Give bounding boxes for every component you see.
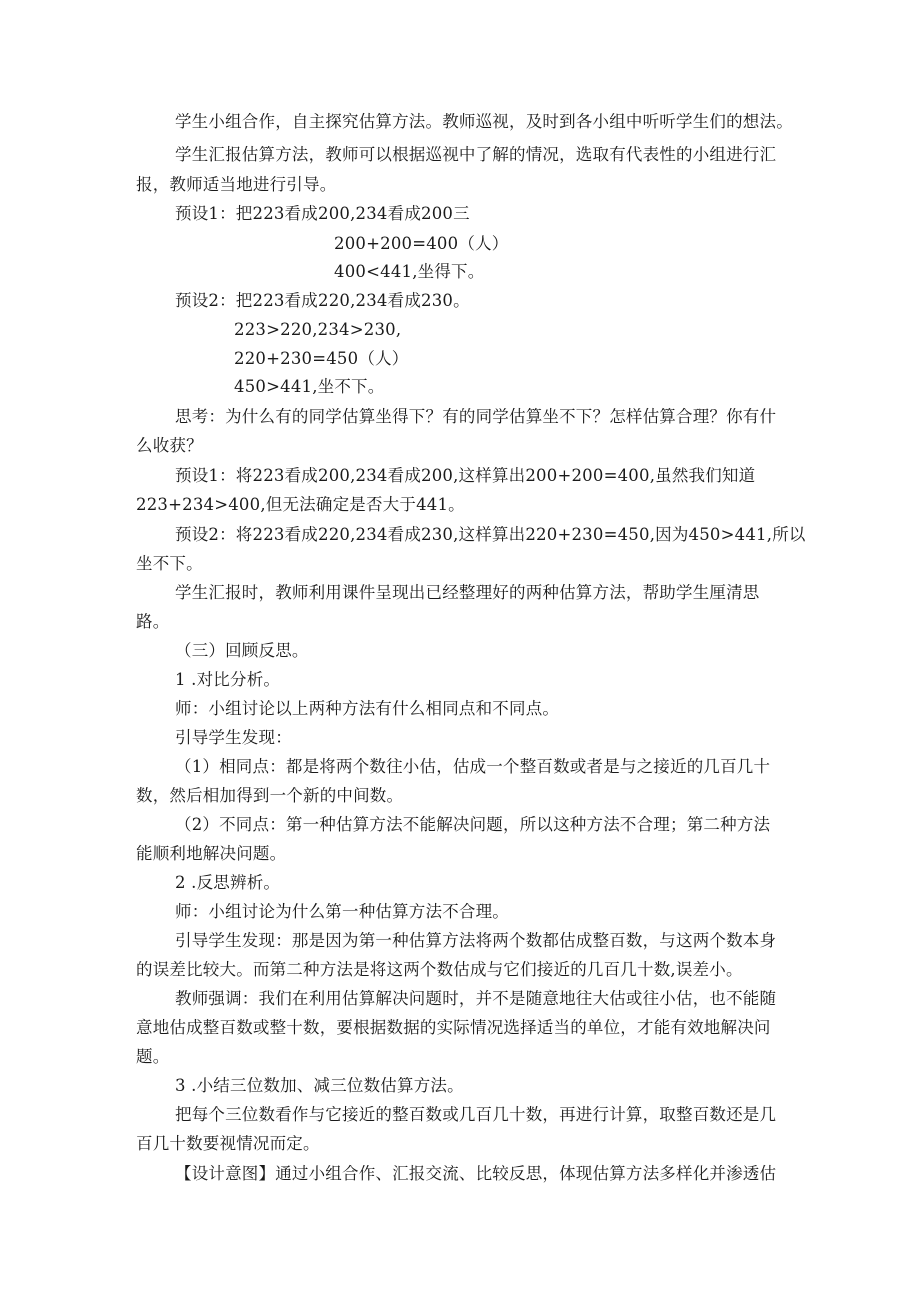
text-line: 学生汇报估算方法，教师可以根据巡视中了解的情况，选取有代表性的小组进行汇 [175,145,777,164]
text-line: 预设1：把223看成200,234看成200三 [175,204,470,223]
text-line: 200+200=400（人） [334,234,509,253]
subsection-heading: 1 .对比分析。 [175,670,281,689]
text-line: 400<441,坐得下。 [334,262,485,281]
section-heading: （三）回顾反思。 [175,641,309,660]
text-line: 450>441,坐不下。 [234,377,385,396]
text-line: 百几十数要视情况而定。 [136,1134,320,1153]
text-line: 学生汇报时，教师利用课件呈现出已经整理好的两种估算方法，帮助学生厘清思 [175,583,760,602]
text-line: 预设2：将223看成220,234看成230,这样算出220+230=450,因为450>441,所以 [175,525,806,544]
text-line: 能顺利地解决问题。 [136,844,287,863]
text-line: 学生小组合作，自主探究估算方法。教师巡视，及时到各小组中听听学生们的想法。 [175,112,793,131]
text-line: （2）不同点：第一种估算方法不能解决问题，所以这种方法不合理；第二种方法 [175,815,771,834]
text-line: 把每个三位数看作与它接近的整百数或几百几十数，再进行计算，取整百数还是几 [175,1105,777,1124]
text-line: 223+234>400,但无法确定是否大于441。 [136,495,465,514]
text-line: 思考：为什么有的同学估算坐得下？有的同学估算坐不下？怎样估算合理？你有什 [175,407,777,426]
text-line: 数，然后相加得到一个新的中间数。 [136,786,404,805]
text-line: 引导学生发现：那是因为第一种估算方法将两个数都估成整百数，与这两个数本身 [175,931,777,950]
text-line: 220+230=450（人） [234,349,409,368]
text-line: 引导学生发现： [175,728,292,747]
text-line: 预设2：把223看成220,234看成230。 [175,291,470,310]
text-line: 意地估成整百数或整十数，要根据数据的实际情况选择适当的单位，才能有效地解决问 [136,1018,771,1037]
text-line: 报，教师适当地进行引导。 [136,175,337,194]
subsection-heading: 3 .小结三位数加、减三位数估算方法。 [175,1076,464,1095]
text-line: （1）相同点：都是将两个数往小估，估成一个整百数或者是与之接近的几百几十 [175,757,771,776]
text-line: 【设计意图】通过小组合作、汇报交流、比较反思，体现估算方法多样化并渗透估 [175,1164,777,1183]
subsection-heading: 2 .反思辨析。 [175,873,281,892]
text-line: 师：小组讨论为什么第一种估算方法不合理。 [175,902,509,921]
text-line: 的误差比较大。而第二种方法是将这两个数估成与它们接近的几百几十数,误差小。 [136,960,743,979]
text-line: 么收获？ [136,436,203,455]
text-line: 教师强调：我们在利用估算解决问题时，并不是随意地往大估或往小估，也不能随 [175,989,777,1008]
text-line: 223>220,234>230, [234,320,402,339]
text-line: 师：小组讨论以上两种方法有什么相同点和不同点。 [175,699,560,718]
text-line: 预设1：将223看成200,234看成200,这样算出200+200=400,虽然我们知道 [175,466,756,485]
text-line: 路。 [136,612,170,631]
text-line: 题。 [136,1047,170,1066]
text-line: 坐不下。 [136,554,203,573]
